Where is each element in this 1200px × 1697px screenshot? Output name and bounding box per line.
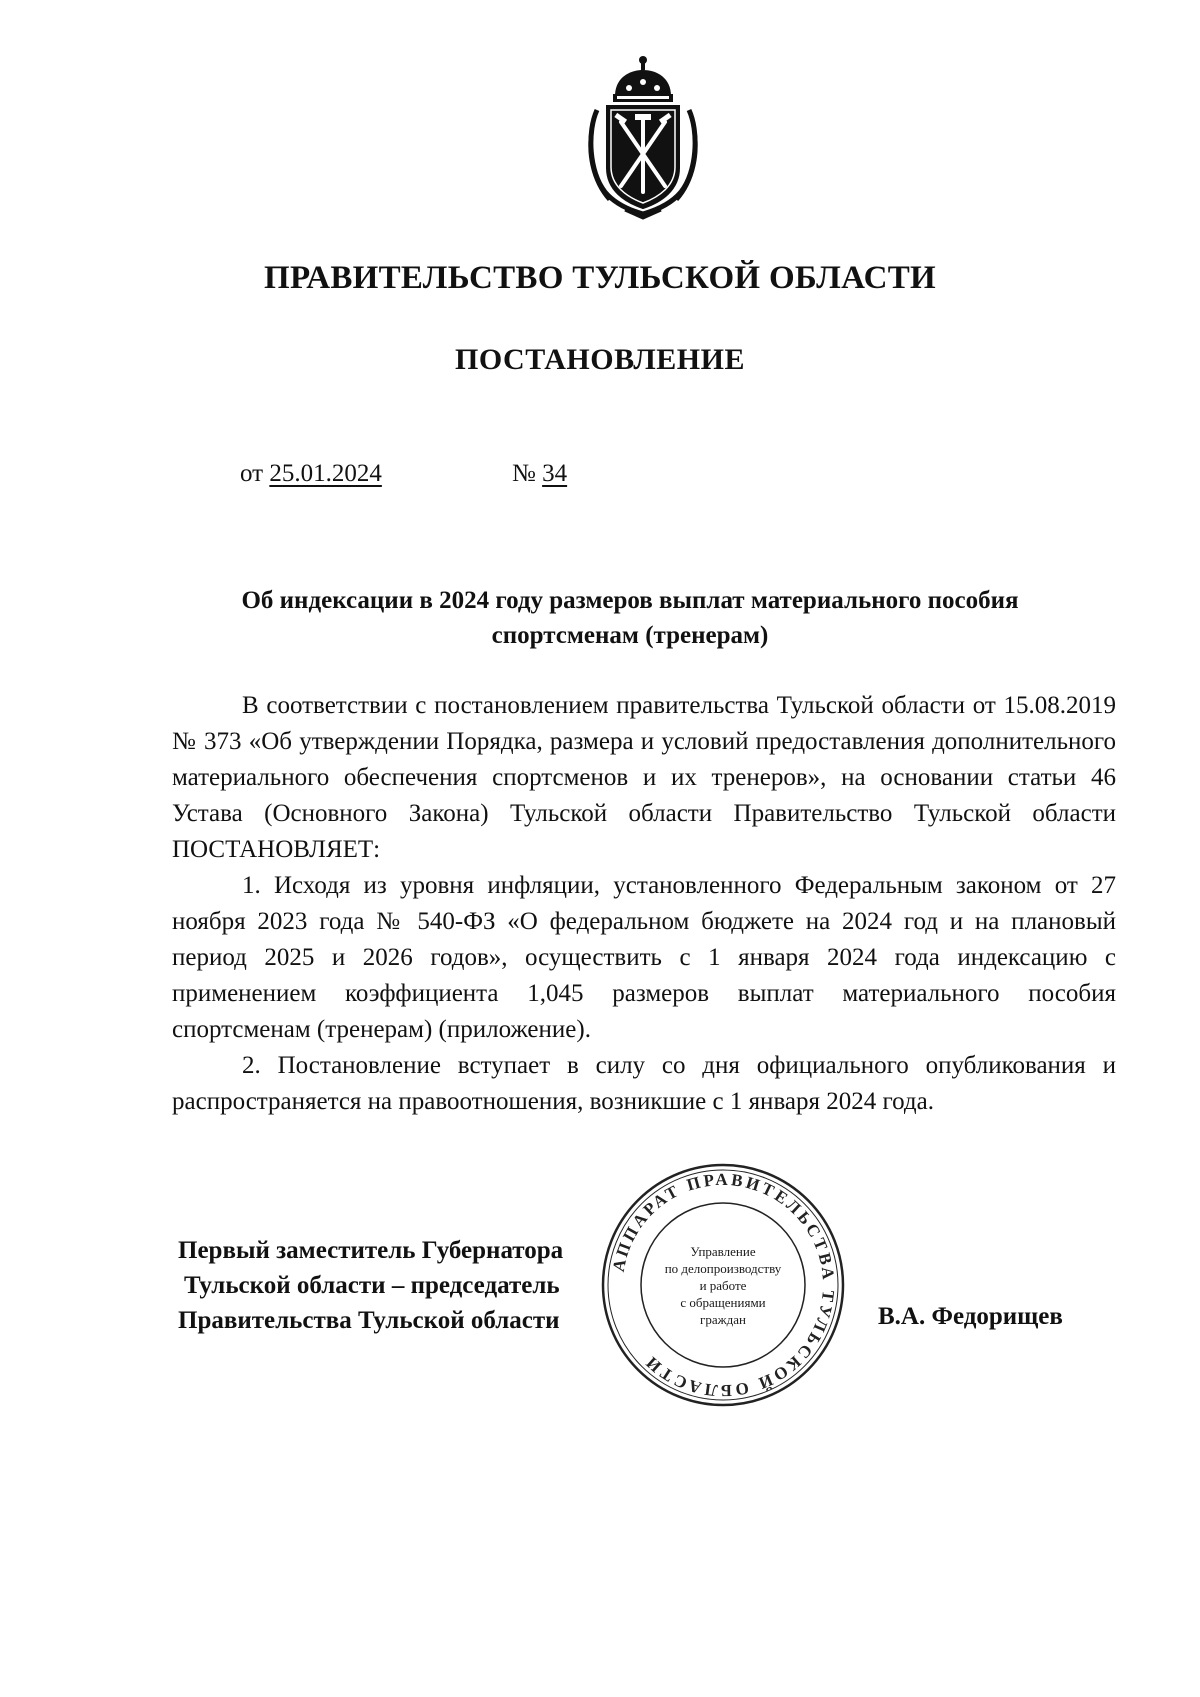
document-date: [240, 460, 382, 488]
body-paragraph: 2. Постановление вступает в силу со дня официального опубликования и распространяется на правоотношения, возникшие с 1 января 2024 года.: [172, 1052, 1116, 1115]
position-line: Правительства Тульской области: [178, 1307, 560, 1334]
document-type: ПОСТАНОВЛЕНИЕ: [455, 343, 745, 376]
date-value: 25.01.2024: [269, 460, 382, 487]
document-subject: [170, 583, 1090, 653]
stamp-line: и работе: [699, 1278, 747, 1293]
government-title: ПРАВИТЕЛЬСТВО ТУЛЬСКОЙ ОБЛАСТИ: [264, 260, 936, 296]
stamp-line: граждан: [700, 1312, 746, 1327]
stamp-line: по делопроизводству: [664, 1261, 782, 1276]
subject-line: Об индексации в 2024 году размеров выплат материального пособия: [241, 587, 1019, 614]
stamp-inner-text: [600, 1243, 846, 1328]
stamp-line: с обращениями: [680, 1295, 766, 1310]
document-body: [172, 688, 1116, 1120]
tula-coat-of-arms-icon: [585, 52, 701, 220]
date-prefix: от: [240, 460, 264, 487]
number-prefix: №: [512, 460, 536, 487]
stamp-outer-text-path: АППАРАТ ПРАВИТЕЛЬСТВА ТУЛЬСКОЙ ОБЛАСТИ: [608, 1169, 839, 1401]
document-number: [512, 460, 567, 488]
stamp-line: Управление: [690, 1244, 756, 1259]
subject-line: спортсменам (тренерам): [491, 622, 769, 649]
body-paragraph: 1. Исходя из уровня инфляции, установленного Федеральным законом от 27 ноября 2023 года № 540-ФЗ «О федеральном бюджете на 2024 год и на плановый период 2025 и 2026 годов», осуществить с 1 января 2024 года индексацию с применением коэффициента 1,045 размеров выплат материального пособия спортсменам (тренерам) (приложение).: [172, 872, 1116, 1043]
position-line: Первый заместитель Губернатора: [178, 1237, 564, 1264]
body-paragraph: В соответствии с постановлением правительства Тульской области от 15.08.2019 № 373 «Об утверждении Порядка, размера и условий предоставления дополнительного материального обеспечения спортсменов и их тренеров», на основании статьи 46 Устава (Основного Закона) Тульской области Правительство Тульской области ПОСТАНОВЛЯЕТ:: [172, 692, 1116, 863]
signatory-position: [178, 1233, 563, 1338]
number-value: 34: [542, 460, 568, 487]
signer-name: В.А. Федорищев: [878, 1303, 1063, 1330]
position-line: Тульской области – председатель: [184, 1272, 560, 1299]
